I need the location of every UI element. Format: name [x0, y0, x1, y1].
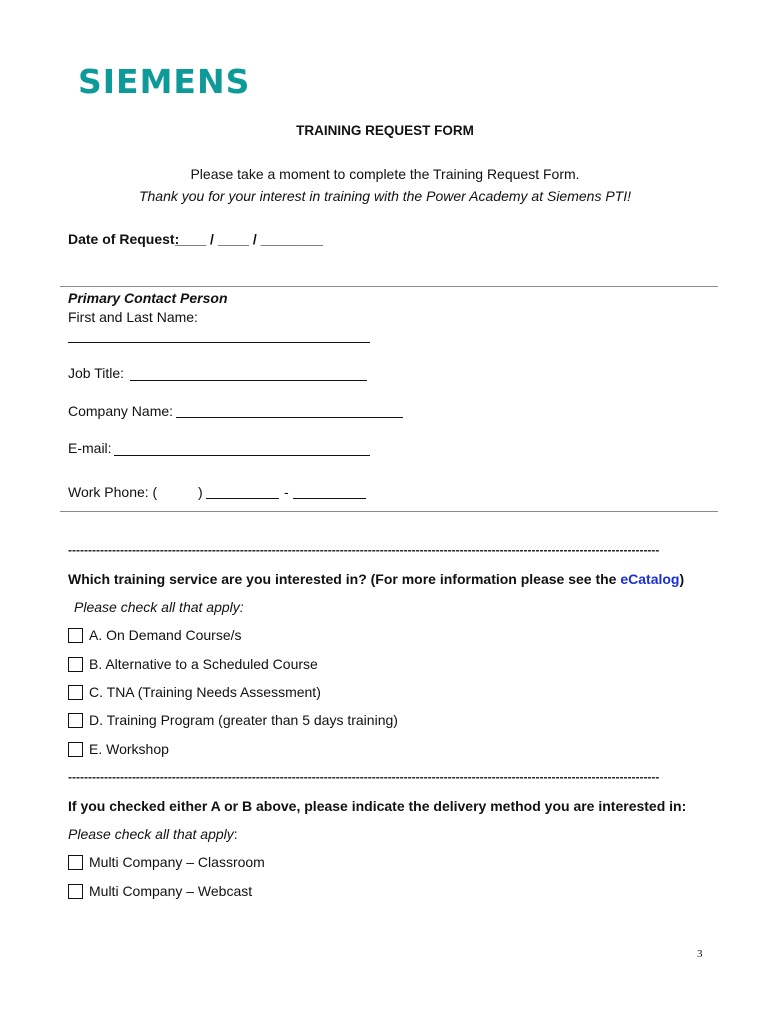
- services-question: [68, 571, 684, 587]
- checkbox[interactable]: [68, 657, 83, 672]
- work-phone-separator: -: [284, 484, 289, 500]
- option-label: C. TNA (Training Needs Assessment): [89, 684, 321, 700]
- name-field[interactable]: [68, 342, 370, 343]
- delivery-option-classroom[interactable]: [68, 853, 265, 871]
- email-label: E-mail:: [68, 440, 112, 456]
- name-label: First and Last Name:: [68, 309, 198, 325]
- checkbox[interactable]: [68, 855, 83, 870]
- option-label: D. Training Program (greater than 5 days training): [89, 712, 398, 728]
- company-name-field[interactable]: [176, 417, 403, 418]
- checkbox[interactable]: [68, 884, 83, 899]
- dashed-separator: ----------------------------------------------------------------------------------------------------------------------------------------------------: [68, 770, 660, 784]
- date-of-request-label: Date of Request:: [68, 231, 180, 247]
- form-title: TRAINING REQUEST FORM: [296, 123, 474, 138]
- checkbox[interactable]: [68, 713, 83, 728]
- service-option-b[interactable]: [68, 655, 318, 673]
- thanks-text: Thank you for your interest in training with the Power Academy at Siemens PTI!: [138, 188, 632, 204]
- work-phone-paren: ): [198, 484, 203, 500]
- primary-contact-heading: Primary Contact Person: [68, 290, 228, 306]
- intro-text: Please take a moment to complete the Training Request Form.: [190, 166, 580, 182]
- ecatalog-link[interactable]: eCatalog: [620, 571, 680, 587]
- services-hint: Please check all that apply:: [74, 599, 244, 615]
- work-phone-prefix-field[interactable]: [206, 498, 279, 499]
- section-divider-top: [60, 286, 718, 287]
- delivery-hint-text: Please check all that apply: [68, 826, 234, 842]
- company-name-label: Company Name:: [68, 403, 174, 419]
- job-title-field[interactable]: [130, 380, 367, 381]
- checkbox[interactable]: [68, 742, 83, 757]
- option-label: E. Workshop: [89, 741, 169, 757]
- option-label: Multi Company – Webcast: [89, 883, 253, 899]
- work-phone-label: Work Phone: (: [68, 484, 158, 500]
- delivery-question: If you checked either A or B above, please indicate the delivery method you are interested in:: [68, 798, 687, 814]
- siemens-logo: SIEMENS: [78, 62, 251, 101]
- section-divider-bottom: [60, 511, 718, 512]
- service-option-c[interactable]: [68, 683, 321, 701]
- services-question-text: Which training service are you interested in? (For more information please see the: [68, 571, 617, 587]
- checkbox[interactable]: [68, 628, 83, 643]
- option-label: Multi Company – Classroom: [89, 854, 265, 870]
- checkbox[interactable]: [68, 685, 83, 700]
- work-phone-number-field[interactable]: [293, 498, 366, 499]
- delivery-hint: [68, 826, 238, 842]
- service-option-e[interactable]: [68, 740, 169, 758]
- date-of-request-field[interactable]: ____ / ____ / ________: [175, 231, 323, 247]
- delivery-hint-colon: :: [233, 826, 238, 842]
- page-number: 3: [697, 948, 703, 960]
- service-option-d[interactable]: [68, 711, 398, 729]
- dashed-separator: ----------------------------------------------------------------------------------------------------------------------------------------------------: [68, 543, 660, 557]
- job-title-label: Job Title:: [68, 365, 125, 381]
- service-option-a[interactable]: [68, 626, 242, 644]
- option-label: A. On Demand Course/s: [89, 627, 242, 643]
- email-field[interactable]: [114, 455, 370, 456]
- option-label: B. Alternative to a Scheduled Course: [89, 656, 318, 672]
- services-question-end: ): [679, 571, 685, 587]
- delivery-option-webcast[interactable]: [68, 882, 252, 900]
